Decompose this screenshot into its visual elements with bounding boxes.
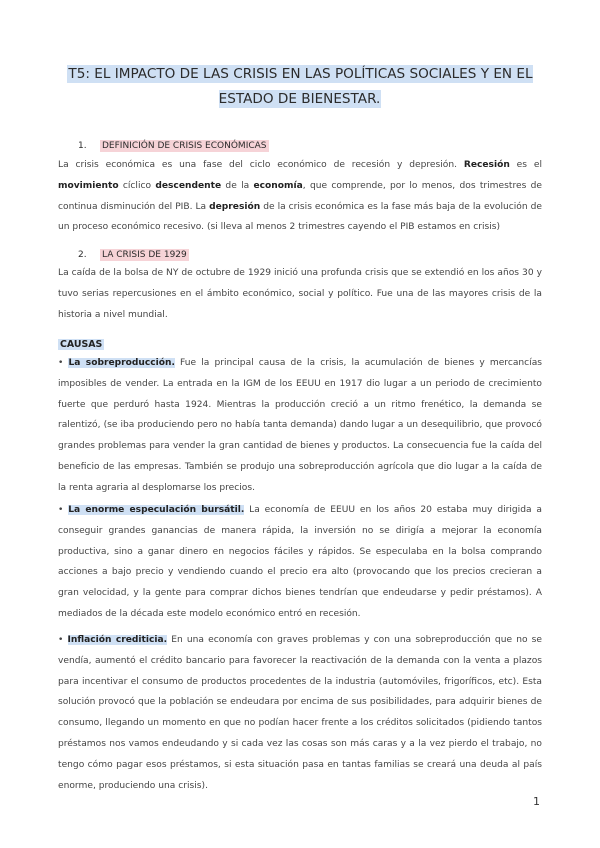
section-number: 1. bbox=[78, 141, 87, 151]
cause-heading: Inflación crediticia. bbox=[67, 635, 168, 645]
document-title bbox=[58, 62, 542, 112]
paragraph-crisis-1929: La caída de la bolsa de NY de octubre de 1929 inició una profunda crisis que se extendió en los años 30 y tuvo serias repercusiones en el ámbito económico, social y político. Fue una de las mayores crisis de la historia a nivel mundial. bbox=[58, 268, 542, 320]
cause-heading: La enorme especulación bursátil. bbox=[68, 505, 245, 515]
cause-sobreproduccion: • La sobreproducción. Fue la principal causa de la crisis, la acumulación de bienes y mercancías imposibles de vender. La entrada en la IGM de los EEUU en 1917 dio lugar a un periodo de crecimiento fuerte que perduró hasta 1924. Mientras la producción creció a un ritmo frenético, la demanda se ralentizó, (se iba produciendo pero no había tanta demanda) dando lugar a un desequilibrio, que provocó grandes problemas para vender la gran cantidad de bienes y productos. La consecuencia fue la caída del beneficio de las empresas. También se produjo una sobreproducción agrícola que dio lugar a la caída de la renta agraria al desplomarse los precios. bbox=[58, 358, 543, 493]
section-label: LA CRISIS DE 1929 bbox=[102, 250, 187, 260]
cause-especulacion: • La enorme especulación bursátil. La economía de EEUU en los años 20 estaba muy dirigida a conseguir grandes ganancias de manera rápida, la inversión no se dirigía a mejorar la economía productiva, sino a ganar dinero en negocios fáciles y rápidos. Se especulaba en la bolsa comprando acciones a bajo precio y vendiendo cuando el precio era alto (provocando que los precios crecieran a gran velocidad, y la gente para comprar dichos bienes tendrían que endeudarse y pedir préstamos). A mediados de la década este modelo económico entró en recesión. bbox=[58, 505, 542, 619]
section-heading-definicion bbox=[78, 141, 269, 151]
section-label: DEFINICIÓN DE CRISIS ECONÓMICAS bbox=[102, 141, 267, 151]
document-title-text: T5: EL IMPACTO DE LAS CRISIS EN LAS POLÍTICAS SOCIALES Y EN EL ESTADO DE BIENESTAR. bbox=[68, 66, 533, 107]
paragraph-definicion: La crisis económica es una fase del ciclo económico de recesión y depresión. Recesión es el movimiento cíclico descendente de la economía, que comprende, por lo menos, dos trimestres de continua disminución del PIB. La depresión de la crisis económica es la fase más baja de la evolución de un proceso económico recesivo. (si lleva al menos 2 trimestres cayendo el PIB estamos en crisis) bbox=[58, 160, 542, 233]
section-number: 2. bbox=[78, 250, 87, 260]
page-number: 1 bbox=[533, 795, 540, 808]
section-heading-crisis-1929 bbox=[78, 250, 189, 260]
cause-inflacion: • Inflación crediticia. En una economía con graves problemas y con una sobreproducción que no se vendía, aumentó el crédito bancario para favorecer la reactivación de la demanda con la venta a plazos para incentivar el consumo de productos procedentes de la industria (automóviles, frigoríficos, etc). Esta solución provocó que la población se endeudara por encima de sus posibilidades, para adquirir bienes de consumo, llegando un momento en que no podían hacer frente a los créditos solicitados (pidiendo tantos préstamos nos vamos endeudando y si cada vez las cosas son más caras y a la vez pierdo el trabajo, no tengo cómo pagar esos préstamos, si esta situación pasa en tantas familias se creará una deuda al país enorme, produciendo una crisis). bbox=[58, 635, 542, 791]
causas-heading: CAUSAS bbox=[60, 339, 103, 350]
cause-heading: La sobreproducción. bbox=[68, 358, 175, 368]
